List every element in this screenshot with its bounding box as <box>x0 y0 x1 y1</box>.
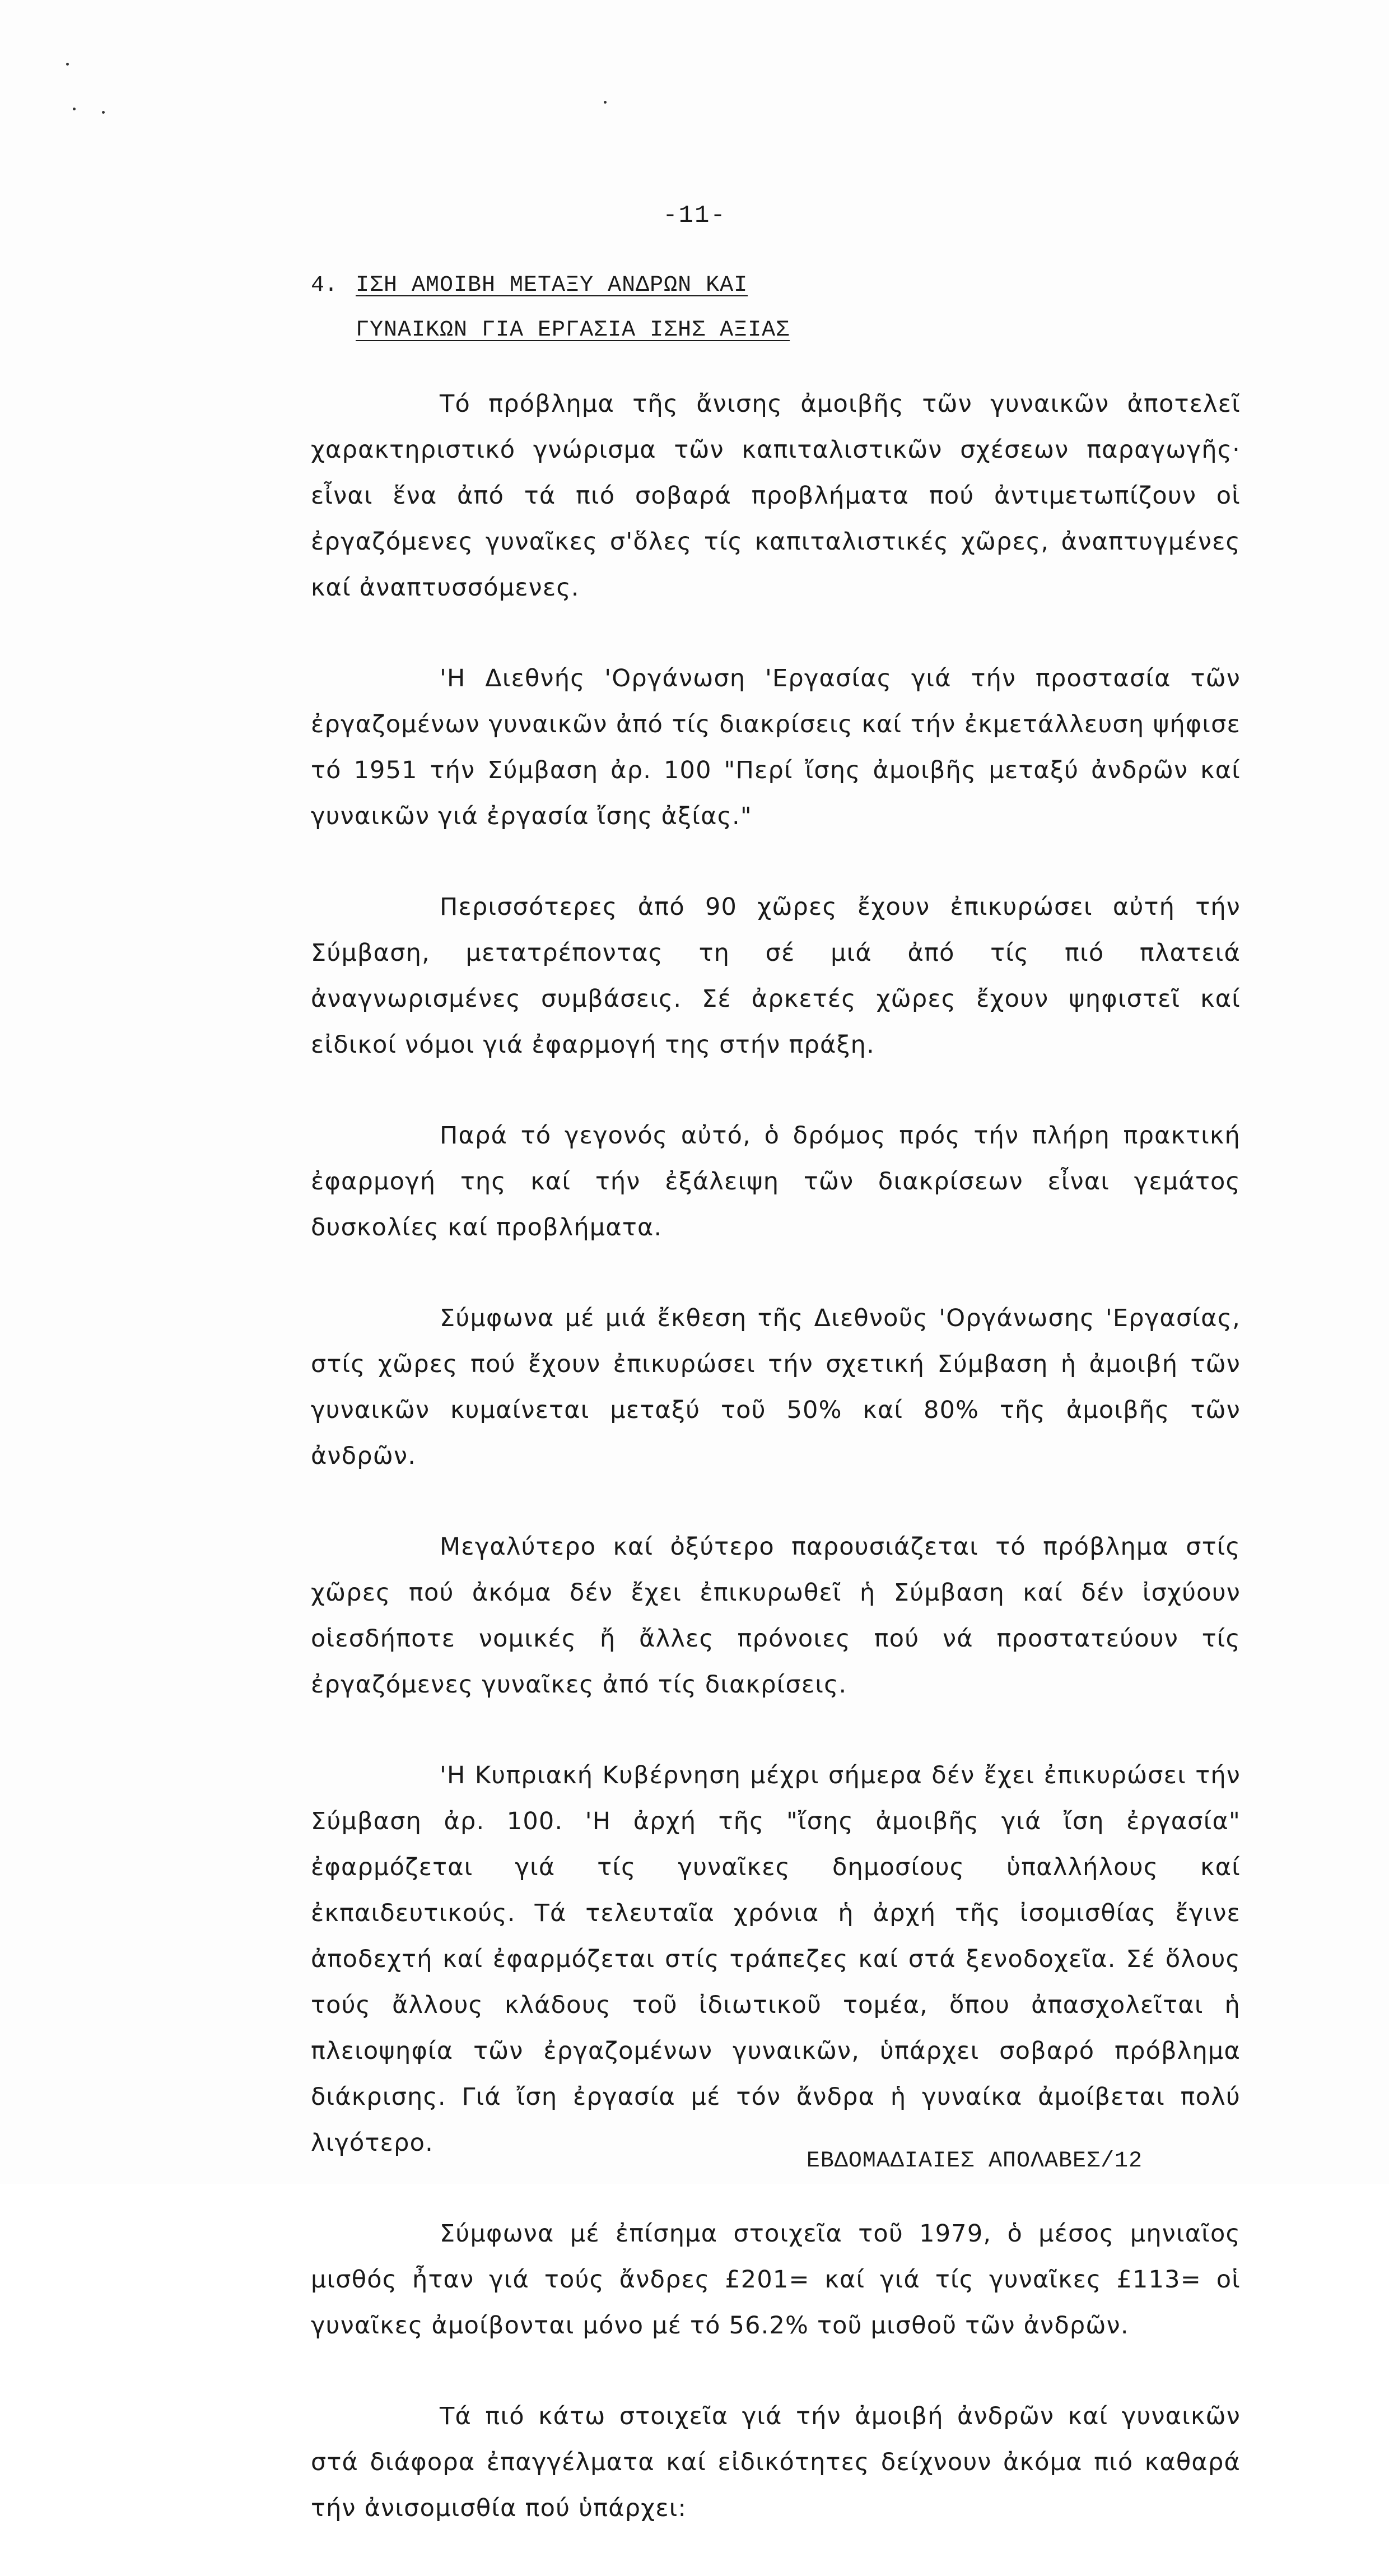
paragraph: Τό πρόβλημα τῆς ἄνισης ἀμοιβῆς τῶν γυναικῶν ἀποτελεῖ χαρακτηριστικό γνώρισμα τῶν καπιταλιστικῶν σχέσεων παραγωγῆς· εἶναι ἕνα ἀπό τά πιό σοβαρά προβλήματα πού ἀντιμετωπίζουν οἱ ἐργαζόμενες γυναῖκες σ'ὅλες τίς καπιταλιστικές χῶρες, ἀναπτυγμένες καί ἀναπτυσσόμενες. <box>311 390 1241 602</box>
scan-speck <box>73 108 76 110</box>
paragraph: 'Η Διεθνής 'Οργάνωση 'Εργασίας γιά τήν προστασία τῶν ἐργαζομένων γυναικῶν ἀπό τίς διακρίσεις καί τήν ἐκμετάλλευση ψήφισε τό 1951 τήν Σύμβαση ἀρ. 100 "Περί ἴσης ἀμοιβῆς μεταξύ ἀνδρῶν καί γυναικῶν γιά ἐργασία ἴσης ἀξίας." <box>311 664 1241 830</box>
section-heading <box>311 263 790 353</box>
paragraph: Παρά τό γεγονός αὐτό, ὁ δρόμος πρός τήν πλήρη πρακτική ἐφαρμογή της καί τήν ἐξάλειψη τῶν διακρίσεων εἶναι γεμάτος δυσκολίες καί προβλήματα. <box>311 1122 1241 1241</box>
heading-title-line-1: ΙΣΗ ΑΜΟΙΒΗ ΜΕΤΑΞΥ ΑΝΔΡΩΝ ΚΑΙ <box>356 273 748 298</box>
continuation-note: ΕΒΔΟΜΑΔΙΑΙΕΣ ΑΠΟΛΑΒΕΣ/12 <box>806 2149 1143 2174</box>
page-number: -11- <box>663 202 726 230</box>
heading-line-2 <box>311 308 790 353</box>
paragraph: Μεγαλύτερο καί ὀξύτερο παρουσιάζεται τό πρόβλημα στίς χῶρες πού ἀκόμα δέν ἔχει ἐπικυρωθεῖ ἡ Σύμβαση καί δέν ἰσχύουν οἱεσδήποτε νομικές ἤ ἄλλες πρόνοιες πού νά προστατεύουν τίς ἐργαζόμενες γυναῖκες ἀπό τίς διακρίσεις. <box>311 1533 1241 1699</box>
paragraph: Περισσότερες ἀπό 90 χῶρες ἔχουν ἐπικυρώσει αὐτή τήν Σύμβαση, μετατρέποντας τη σέ μιά ἀπό τίς πιό πλατειά ἀναγνωρισμένες συμβάσεις. Σέ ἀρκετές χῶρες ἔχουν ψηφιστεῖ καί εἰδικοί νόμοι γιά ἐφαρμογή της στήν πράξη. <box>311 893 1241 1059</box>
paragraph: 'Η Κυπριακή Κυβέρνηση μέχρι σήμερα δέν ἔχει ἐπικυρώσει τήν Σύμβαση ἀρ. 100. 'Η ἀρχή τῆς "ἴσης ἀμοιβῆς γιά ἴση ἐργασία" ἐφαρμόζεται γιά τίς γυναῖκες δημοσίους ὑπαλλήλους καί ἐκπαιδευτικούς. Τά τελευταῖα χρόνια ἡ ἀρχή τῆς ἰσομισθίας ἔγινε ἀποδεχτή καί ἐφαρμόζεται στίς τράπεζες καί στά ξενοδοχεῖα. Σέ ὅλους τούς ἄλλους κλάδους τοῦ ἰδιωτικοῦ τομέα, ὅπου ἀπασχολεῖται ἡ πλειοψηφία τῶν ἐργαζομένων γυναικῶν, ὑπάρχει σοβαρό πρόβλημα διάκρισης. Γιά ἴση ἐργασία μέ τόν ἄνδρα ἡ γυναίκα ἀμοίβεται πολύ λιγότερο. <box>311 1761 1241 2157</box>
section-number: 4. <box>311 273 338 298</box>
heading-line-1 <box>311 263 790 308</box>
paragraph: Σύμφωνα μέ ἐπίσημα στοιχεῖα τοῦ 1979, ὁ μέσος μηνιαῖος μισθός ἦταν γιά τούς ἄνδρες £201= καί γιά τίς γυναῖκες £113= οἱ γυναῖκες ἀμοίβονται μόνο μέ τό 56.2% τοῦ μισθοῦ τῶν ἀνδρῶν. <box>311 2220 1241 2340</box>
paragraph: Τά πιό κάτω στοιχεῖα γιά τήν ἀμοιβή ἀνδρῶν καί γυναικῶν στά διάφορα ἐπαγγέλματα καί εἰδικότητες δείχνουν ἀκόμα πιό καθαρά τήν ἀνισομισθία πού ὑπάρχει: <box>311 2402 1241 2522</box>
heading-title-line-2: ΓΥΝΑΙΚΩΝ ΓΙΑ ΕΡΓΑΣΙΑ ΙΣΗΣ ΑΞΙΑΣ <box>356 318 790 343</box>
scan-speck <box>66 63 69 66</box>
scan-speck <box>102 111 105 114</box>
body-text <box>311 381 1241 2576</box>
scan-speck <box>604 101 607 104</box>
paragraph: Σύμφωνα μέ μιά ἔκθεση τῆς Διεθνοῦς 'Οργάνωσης 'Εργασίας, στίς χῶρες πού ἔχουν ἐπικυρώσει τήν σχετική Σύμβαση ἡ ἀμοιβή τῶν γυναικῶν κυμαίνεται μεταξύ τοῦ 50% καί 80% τῆς ἀμοιβῆς τῶν ἀνδρῶν. <box>311 1304 1241 1470</box>
